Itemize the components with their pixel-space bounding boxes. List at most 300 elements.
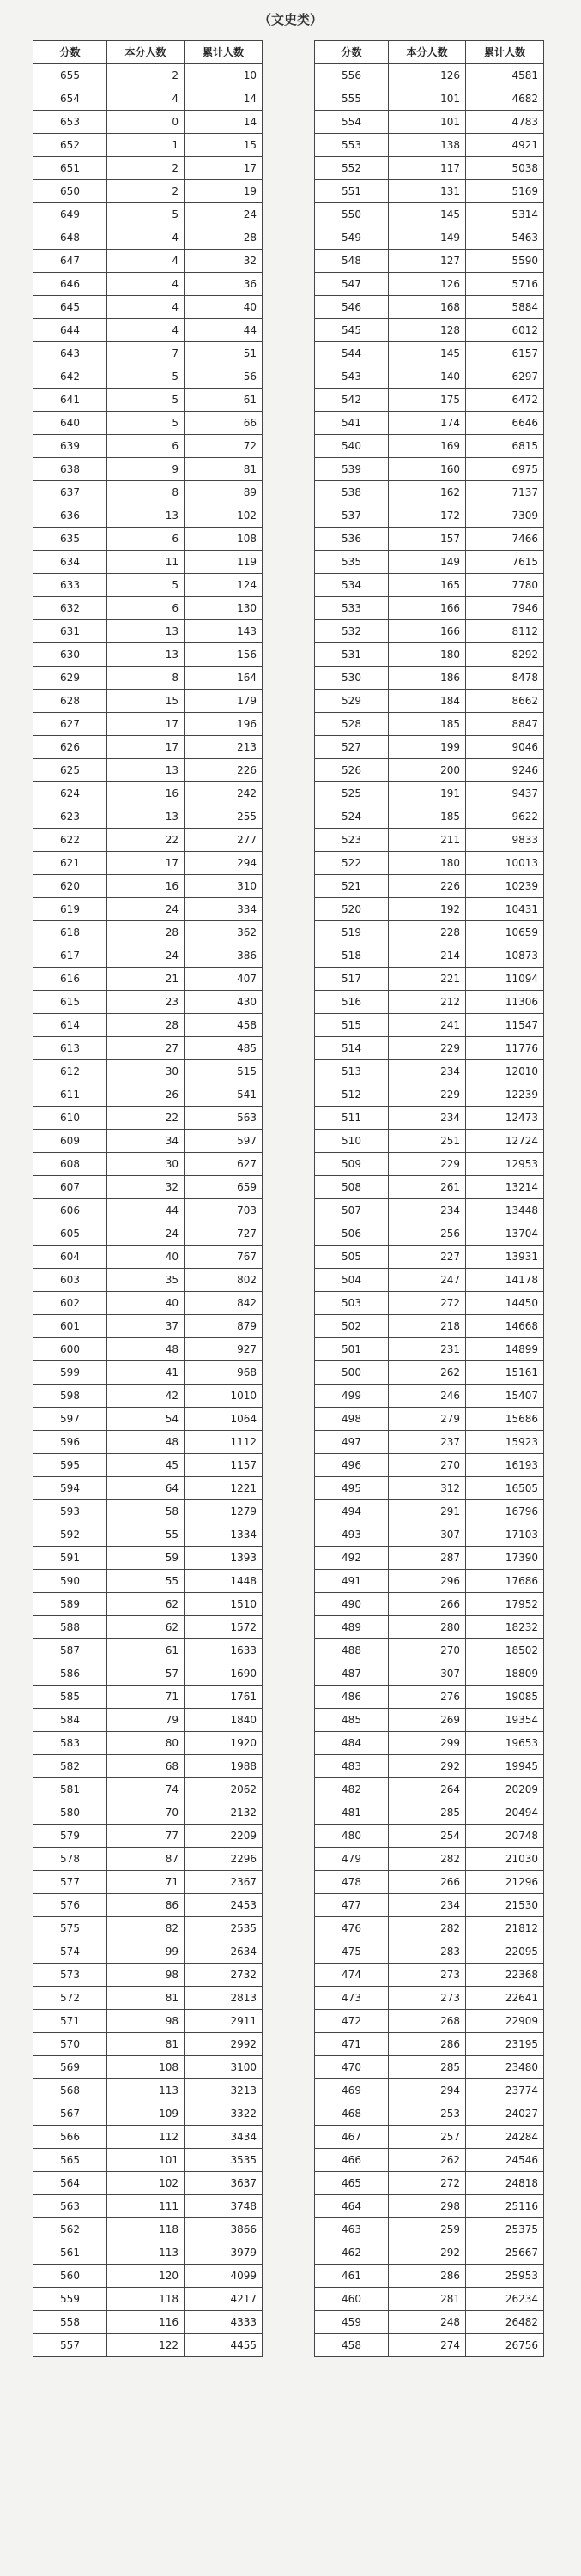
count-cell: 186 <box>389 667 466 690</box>
table-row <box>315 597 544 620</box>
cumulative-cell: 802 <box>185 1269 263 1292</box>
count-cell: 184 <box>389 690 466 713</box>
score-cell: 526 <box>315 759 389 782</box>
count-cell: 131 <box>389 180 466 203</box>
score-cell: 652 <box>33 134 107 157</box>
table-row <box>33 690 263 713</box>
count-cell: 127 <box>389 250 466 273</box>
count-cell: 270 <box>389 1454 466 1477</box>
cumulative-cell: 12724 <box>466 1130 544 1153</box>
count-cell: 226 <box>389 875 466 898</box>
cumulative-cell: 16193 <box>466 1454 544 1477</box>
cumulative-cell: 23774 <box>466 2079 544 2102</box>
score-cell: 646 <box>33 273 107 296</box>
cumulative-cell: 242 <box>185 782 263 805</box>
table-row <box>315 713 544 736</box>
score-cell: 463 <box>315 2218 389 2241</box>
table-row <box>33 1686 263 1709</box>
score-cell: 600 <box>33 1338 107 1361</box>
score-cell: 592 <box>33 1523 107 1547</box>
table-row <box>315 1060 544 1083</box>
cumulative-cell: 11547 <box>466 1014 544 1037</box>
score-cell: 520 <box>315 898 389 921</box>
score-cell: 458 <box>315 2334 389 2357</box>
count-cell: 55 <box>107 1570 185 1593</box>
cumulative-cell: 1112 <box>185 1431 263 1454</box>
count-cell: 273 <box>389 1987 466 2010</box>
table-row <box>33 1246 263 1269</box>
cumulative-cell: 2911 <box>185 2010 263 2033</box>
count-cell: 128 <box>389 319 466 342</box>
cumulative-cell: 541 <box>185 1083 263 1107</box>
score-cell: 589 <box>33 1593 107 1616</box>
score-cell: 495 <box>315 1477 389 1500</box>
count-cell: 45 <box>107 1454 185 1477</box>
count-cell: 80 <box>107 1732 185 1755</box>
cumulative-cell: 458 <box>185 1014 263 1037</box>
cumulative-cell: 6012 <box>466 319 544 342</box>
count-cell: 4 <box>107 250 185 273</box>
count-cell: 5 <box>107 365 185 389</box>
cumulative-cell: 21530 <box>466 1894 544 1917</box>
count-cell: 13 <box>107 759 185 782</box>
score-cell: 504 <box>315 1269 389 1292</box>
table-row <box>315 2033 544 2056</box>
table-row <box>33 2172 263 2195</box>
cumulative-cell: 8847 <box>466 713 544 736</box>
cumulative-cell: 8478 <box>466 667 544 690</box>
count-cell: 294 <box>389 2079 466 2102</box>
count-cell: 175 <box>389 389 466 412</box>
table-row <box>33 1060 263 1083</box>
table-row <box>33 852 263 875</box>
score-cell: 575 <box>33 1917 107 1940</box>
table-row <box>315 1037 544 1060</box>
cumulative-cell: 659 <box>185 1176 263 1199</box>
count-cell: 287 <box>389 1547 466 1570</box>
count-cell: 281 <box>389 2288 466 2311</box>
table-row <box>315 87 544 111</box>
score-cell: 565 <box>33 2149 107 2172</box>
score-cell: 482 <box>315 1778 389 1801</box>
score-cell: 617 <box>33 944 107 968</box>
cumulative-cell: 5463 <box>466 226 544 250</box>
score-cell: 536 <box>315 528 389 551</box>
cumulative-cell: 407 <box>185 968 263 991</box>
cumulative-cell: 3979 <box>185 2241 263 2265</box>
score-cell: 583 <box>33 1732 107 1755</box>
count-cell: 118 <box>107 2218 185 2241</box>
table-row <box>33 2056 263 2079</box>
count-cell: 185 <box>389 805 466 829</box>
count-cell: 30 <box>107 1060 185 1083</box>
count-cell: 17 <box>107 713 185 736</box>
cumulative-cell: 26756 <box>466 2334 544 2357</box>
cumulative-cell: 5716 <box>466 273 544 296</box>
table-row <box>33 458 263 481</box>
score-cell: 487 <box>315 1662 389 1686</box>
count-cell: 30 <box>107 1153 185 1176</box>
table-row <box>315 1917 544 1940</box>
table-row <box>33 991 263 1014</box>
score-cell: 577 <box>33 1871 107 1894</box>
score-cell: 475 <box>315 1940 389 1964</box>
score-cell: 462 <box>315 2241 389 2265</box>
count-cell: 298 <box>389 2195 466 2218</box>
score-cell: 514 <box>315 1037 389 1060</box>
cumulative-cell: 10873 <box>466 944 544 968</box>
count-cell: 24 <box>107 1222 185 1246</box>
table-row <box>315 921 544 944</box>
cumulative-cell: 3213 <box>185 2079 263 2102</box>
table-row <box>315 1083 544 1107</box>
score-cell: 566 <box>33 2126 107 2149</box>
score-cell: 586 <box>33 1662 107 1686</box>
table-row <box>33 203 263 226</box>
count-cell: 71 <box>107 1686 185 1709</box>
table-row <box>33 805 263 829</box>
score-cell: 603 <box>33 1269 107 1292</box>
header-score: 分数 <box>315 41 389 64</box>
table-row <box>315 365 544 389</box>
cumulative-cell: 19354 <box>466 1709 544 1732</box>
table-row <box>315 898 544 921</box>
table-row <box>33 643 263 667</box>
cumulative-cell: 12239 <box>466 1083 544 1107</box>
count-cell: 272 <box>389 2172 466 2195</box>
cumulative-cell: 1334 <box>185 1523 263 1547</box>
score-cell: 601 <box>33 1315 107 1338</box>
cumulative-cell: 12010 <box>466 1060 544 1083</box>
table-row <box>315 1315 544 1338</box>
table-row <box>33 829 263 852</box>
cumulative-cell: 1920 <box>185 1732 263 1755</box>
score-cell: 497 <box>315 1431 389 1454</box>
score-cell: 629 <box>33 667 107 690</box>
count-cell: 4 <box>107 226 185 250</box>
score-cell: 638 <box>33 458 107 481</box>
cumulative-cell: 1393 <box>185 1547 263 1570</box>
cumulative-cell: 12953 <box>466 1153 544 1176</box>
count-cell: 229 <box>389 1153 466 1176</box>
score-cell: 602 <box>33 1292 107 1315</box>
cumulative-cell: 11776 <box>466 1037 544 1060</box>
score-cell: 471 <box>315 2033 389 2056</box>
count-cell: 162 <box>389 481 466 504</box>
cumulative-cell: 61 <box>185 389 263 412</box>
cumulative-cell: 24027 <box>466 2102 544 2126</box>
table-row <box>33 1639 263 1662</box>
table-row <box>33 2126 263 2149</box>
count-cell: 13 <box>107 620 185 643</box>
count-cell: 172 <box>389 504 466 528</box>
table-row <box>33 481 263 504</box>
count-cell: 192 <box>389 898 466 921</box>
table-row <box>315 2102 544 2126</box>
score-cell: 595 <box>33 1454 107 1477</box>
table-row <box>33 2010 263 2033</box>
cumulative-cell: 40 <box>185 296 263 319</box>
table-row <box>33 2288 263 2311</box>
table-row <box>33 1454 263 1477</box>
cumulative-cell: 24818 <box>466 2172 544 2195</box>
score-cell: 486 <box>315 1686 389 1709</box>
table-row <box>315 1825 544 1848</box>
count-cell: 98 <box>107 2010 185 2033</box>
table-row <box>315 458 544 481</box>
score-cell: 554 <box>315 111 389 134</box>
cumulative-cell: 10431 <box>466 898 544 921</box>
cumulative-cell: 19653 <box>466 1732 544 1755</box>
cumulative-cell: 1690 <box>185 1662 263 1686</box>
count-cell: 285 <box>389 2056 466 2079</box>
table-row <box>33 551 263 574</box>
score-cell: 530 <box>315 667 389 690</box>
score-cell: 594 <box>33 1477 107 1500</box>
table-row <box>33 1431 263 1454</box>
score-cell: 538 <box>315 481 389 504</box>
score-cell: 636 <box>33 504 107 528</box>
count-cell: 212 <box>389 991 466 1014</box>
table-row <box>315 481 544 504</box>
cumulative-cell: 4682 <box>466 87 544 111</box>
count-cell: 8 <box>107 481 185 504</box>
table-row <box>315 2311 544 2334</box>
cumulative-cell: 3434 <box>185 2126 263 2149</box>
count-cell: 191 <box>389 782 466 805</box>
cumulative-cell: 13931 <box>466 1246 544 1269</box>
count-cell: 165 <box>389 574 466 597</box>
table-row <box>33 1732 263 1755</box>
table-row <box>315 1153 544 1176</box>
count-cell: 120 <box>107 2265 185 2288</box>
cumulative-cell: 17686 <box>466 1570 544 1593</box>
count-cell: 272 <box>389 1292 466 1315</box>
score-cell: 569 <box>33 2056 107 2079</box>
score-cell: 645 <box>33 296 107 319</box>
table-row <box>33 2265 263 2288</box>
cumulative-cell: 14 <box>185 111 263 134</box>
score-cell: 644 <box>33 319 107 342</box>
score-cell: 628 <box>33 690 107 713</box>
count-cell: 279 <box>389 1408 466 1431</box>
count-cell: 247 <box>389 1269 466 1292</box>
score-cell: 531 <box>315 643 389 667</box>
table-row <box>33 1755 263 1778</box>
score-cell: 572 <box>33 1987 107 2010</box>
score-cell: 523 <box>315 829 389 852</box>
cumulative-cell: 81 <box>185 458 263 481</box>
count-cell: 81 <box>107 2033 185 2056</box>
score-cell: 502 <box>315 1315 389 1338</box>
table-row <box>33 2102 263 2126</box>
table-row <box>315 1454 544 1477</box>
count-cell: 149 <box>389 551 466 574</box>
count-cell: 221 <box>389 968 466 991</box>
score-cell: 588 <box>33 1616 107 1639</box>
score-cell: 606 <box>33 1199 107 1222</box>
score-cell: 585 <box>33 1686 107 1709</box>
cumulative-cell: 2209 <box>185 1825 263 1848</box>
cumulative-cell: 515 <box>185 1060 263 1083</box>
count-cell: 22 <box>107 829 185 852</box>
count-cell: 13 <box>107 504 185 528</box>
score-cell: 579 <box>33 1825 107 1848</box>
count-cell: 28 <box>107 921 185 944</box>
table-row <box>33 319 263 342</box>
cumulative-cell: 6815 <box>466 435 544 458</box>
cumulative-cell: 927 <box>185 1338 263 1361</box>
header-cumulative: 累计人数 <box>466 41 544 64</box>
count-cell: 118 <box>107 2288 185 2311</box>
cumulative-cell: 72 <box>185 435 263 458</box>
score-cell: 491 <box>315 1570 389 1593</box>
count-cell: 48 <box>107 1338 185 1361</box>
cumulative-cell: 3535 <box>185 2149 263 2172</box>
table-row <box>33 2079 263 2102</box>
count-cell: 211 <box>389 829 466 852</box>
score-cell: 466 <box>315 2149 389 2172</box>
count-cell: 13 <box>107 643 185 667</box>
table-row <box>33 1987 263 2010</box>
cumulative-cell: 255 <box>185 805 263 829</box>
table-row <box>315 1686 544 1709</box>
cumulative-cell: 51 <box>185 342 263 365</box>
score-cell: 607 <box>33 1176 107 1199</box>
table-row <box>315 805 544 829</box>
table-row <box>315 1593 544 1616</box>
cumulative-cell: 14899 <box>466 1338 544 1361</box>
cumulative-cell: 5884 <box>466 296 544 319</box>
table-row <box>33 1153 263 1176</box>
score-cell: 501 <box>315 1338 389 1361</box>
score-cell: 515 <box>315 1014 389 1037</box>
header-score: 分数 <box>33 41 107 64</box>
count-cell: 241 <box>389 1014 466 1037</box>
cumulative-cell: 5038 <box>466 157 544 180</box>
cumulative-cell: 597 <box>185 1130 263 1153</box>
table-row <box>315 1477 544 1500</box>
count-cell: 307 <box>389 1523 466 1547</box>
table-row <box>315 504 544 528</box>
cumulative-cell: 20494 <box>466 1801 544 1825</box>
count-cell: 57 <box>107 1662 185 1686</box>
cumulative-cell: 18232 <box>466 1616 544 1639</box>
score-cell: 500 <box>315 1361 389 1385</box>
score-table-right <box>314 40 544 2357</box>
score-cell: 632 <box>33 597 107 620</box>
cumulative-cell: 1988 <box>185 1755 263 1778</box>
cumulative-cell: 1064 <box>185 1408 263 1431</box>
table-row <box>33 504 263 528</box>
cumulative-cell: 26482 <box>466 2311 544 2334</box>
table-row <box>315 667 544 690</box>
count-cell: 307 <box>389 1662 466 1686</box>
cumulative-cell: 386 <box>185 944 263 968</box>
cumulative-cell: 430 <box>185 991 263 1014</box>
table-row <box>33 1709 263 1732</box>
score-cell: 496 <box>315 1454 389 1477</box>
table-row <box>315 1107 544 1130</box>
count-cell: 234 <box>389 1199 466 1222</box>
count-cell: 61 <box>107 1639 185 1662</box>
count-cell: 17 <box>107 852 185 875</box>
score-cell: 506 <box>315 1222 389 1246</box>
score-cell: 599 <box>33 1361 107 1385</box>
count-cell: 4 <box>107 87 185 111</box>
cumulative-cell: 15686 <box>466 1408 544 1431</box>
table-row <box>315 1639 544 1662</box>
count-cell: 234 <box>389 1107 466 1130</box>
header-cumulative: 累计人数 <box>185 41 263 64</box>
score-cell: 653 <box>33 111 107 134</box>
count-cell: 58 <box>107 1500 185 1523</box>
cumulative-cell: 7615 <box>466 551 544 574</box>
cumulative-cell: 9622 <box>466 805 544 829</box>
table-row <box>315 643 544 667</box>
count-cell: 4 <box>107 319 185 342</box>
count-cell: 280 <box>389 1616 466 1639</box>
count-cell: 27 <box>107 1037 185 1060</box>
table-row <box>33 180 263 203</box>
cumulative-cell: 66 <box>185 412 263 435</box>
score-cell: 626 <box>33 736 107 759</box>
table-row <box>315 1385 544 1408</box>
count-cell: 299 <box>389 1732 466 1755</box>
cumulative-cell: 20748 <box>466 1825 544 1848</box>
table-row <box>315 782 544 805</box>
count-cell: 6 <box>107 597 185 620</box>
count-cell: 285 <box>389 1801 466 1825</box>
score-cell: 648 <box>33 226 107 250</box>
count-cell: 229 <box>389 1083 466 1107</box>
cumulative-cell: 5590 <box>466 250 544 273</box>
cumulative-cell: 25953 <box>466 2265 544 2288</box>
table-row <box>315 1361 544 1385</box>
score-cell: 542 <box>315 389 389 412</box>
count-cell: 48 <box>107 1431 185 1454</box>
count-cell: 112 <box>107 2126 185 2149</box>
score-cell: 490 <box>315 1593 389 1616</box>
cumulative-cell: 102 <box>185 504 263 528</box>
table-row <box>315 1014 544 1037</box>
score-cell: 621 <box>33 852 107 875</box>
count-cell: 54 <box>107 1408 185 1431</box>
count-cell: 283 <box>389 1940 466 1964</box>
cumulative-cell: 20209 <box>466 1778 544 1801</box>
count-cell: 32 <box>107 1176 185 1199</box>
table-row <box>33 1662 263 1686</box>
table-row <box>315 574 544 597</box>
table-row <box>315 2172 544 2195</box>
score-cell: 640 <box>33 412 107 435</box>
score-cell: 587 <box>33 1639 107 1662</box>
cumulative-cell: 15 <box>185 134 263 157</box>
cumulative-cell: 10239 <box>466 875 544 898</box>
count-cell: 264 <box>389 1778 466 1801</box>
cumulative-cell: 19945 <box>466 1755 544 1778</box>
cumulative-cell: 7137 <box>466 481 544 504</box>
cumulative-cell: 727 <box>185 1222 263 1246</box>
score-cell: 616 <box>33 968 107 991</box>
score-cell: 494 <box>315 1500 389 1523</box>
score-cell: 459 <box>315 2311 389 2334</box>
count-cell: 231 <box>389 1338 466 1361</box>
table-row <box>315 2010 544 2033</box>
count-cell: 6 <box>107 435 185 458</box>
count-cell: 174 <box>389 412 466 435</box>
table-row <box>315 875 544 898</box>
